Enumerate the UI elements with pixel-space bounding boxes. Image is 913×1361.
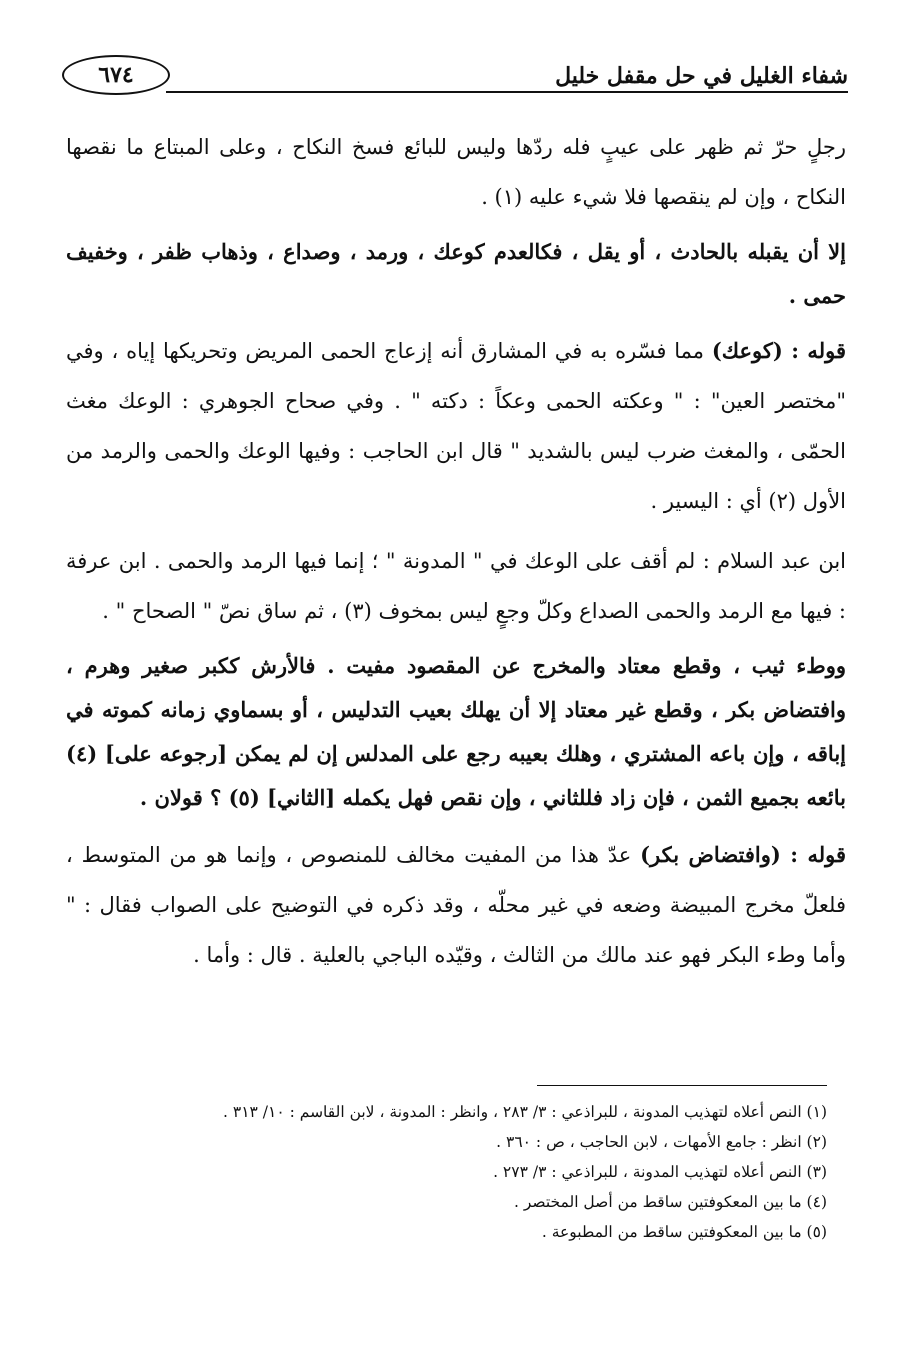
header-rule — [166, 91, 848, 93]
footnote: (٤) ما بين المعكوفتين ساقط من أصل المختصر . — [513, 1193, 827, 1211]
paragraph-text: عدّ هذا من المفيت مخالف للمنصوص ، وإنما هو من المتوسط ، فلعلّ مخرج المبيضة وضعه في غير محلّه ، وقد ذكره في التوضيح على الصواب فقال : " وأما وطء البكر فهو عند مالك من الثالث ، وقيّده الباجي بالعلية . قال : وأما . — [66, 843, 846, 967]
quoted-term: قوله : (وافتضاض بكر) — [640, 842, 846, 867]
commentary-paragraph — [66, 326, 846, 526]
quoted-term: قوله : (كوعك) — [711, 338, 846, 363]
paragraph-text: إلا أن يقبله بالحادث ، أو يقل ، فكالعدم كوعك ، ورمد ، وصداع ، وذهاب ظفر ، وخفيف حمى . — [66, 239, 846, 308]
page-header — [62, 55, 848, 101]
matn-paragraph — [66, 644, 846, 820]
footnotes — [147, 1097, 827, 1247]
commentary-paragraph — [66, 830, 846, 980]
footnote-separator — [537, 1085, 827, 1086]
matn-paragraph — [66, 230, 846, 318]
page-number-badge: ٦٧٤ — [62, 55, 170, 95]
running-title: شفاء الغليل في حل مقفل خليل — [555, 63, 848, 89]
paragraph-text: رجلٍ حرّ ثم ظهر على عيبٍ فله ردّها وليس للبائع فسخ النكاح ، وعلى المبتاع ما نقصها النكاح ، وإن لم ينقصها فلا شيء عليه (١) . — [66, 135, 846, 209]
footnote: (١) النص أعلاه لتهذيب المدونة ، للبراذعي : ٣/ ٢٨٣ ، وانظر : المدونة ، لابن القاسم : ١٠/ ٣١٣ . — [223, 1103, 827, 1121]
commentary-paragraph — [66, 122, 846, 222]
main-text — [66, 122, 846, 980]
commentary-paragraph — [66, 536, 846, 636]
footnote: (٢) انظر : جامع الأمهات ، لابن الحاجب ، ص : ٣٦٠ . — [496, 1133, 827, 1151]
footnote: (٥) ما بين المعكوفتين ساقط من المطبوعة . — [541, 1223, 827, 1241]
paragraph-text: ابن عبد السلام : لم أقف على الوعك في " المدونة " ؛ إنما فيها الرمد والحمى . ابن عرفة : فيها مع الرمد والحمى الصداع وكلّ وجعٍ ليس بمخوف (٣) ، ثم ساق نصّ " الصحاح " . — [66, 549, 846, 623]
paragraph-text: ووطء ثيب ، وقطع معتاد والمخرج عن المقصود مفيت . فالأرش ككبر صغير وهرم ، وافتضاض بكر ، وقطع غير معتاد إلا أن يهلك بعيب التدليس ، أو بسماوي زمانه كموته في إباقه ، وإن باعه المشتري ، وهلك بعيبه رجع على المدلس إن لم يمكن [رجوعه على] (٤) بائعه بجميع الثمن ، فإن زاد فللثاني ، وإن نقص فهل يكمله [الثاني] (٥) ؟ قولان . — [66, 653, 846, 810]
paragraph-text: مما فسّره به في المشارق أنه إزعاج الحمى المريض وتحريكها إياه ، وفي "مختصر العين" : " وعكته الحمى وعكاً : دكته " . وفي صحاح الجوهري : الوعك مغث الحمّى ، والمغث ضرب ليس بالشديد " قال ابن الحاجب : وفيها الوعك والحمى والرمد من الأول (٢) أي : اليسير . — [66, 339, 846, 513]
footnote: (٣) النص أعلاه لتهذيب المدونة ، للبراذعي : ٣/ ٢٧٣ . — [493, 1163, 827, 1181]
